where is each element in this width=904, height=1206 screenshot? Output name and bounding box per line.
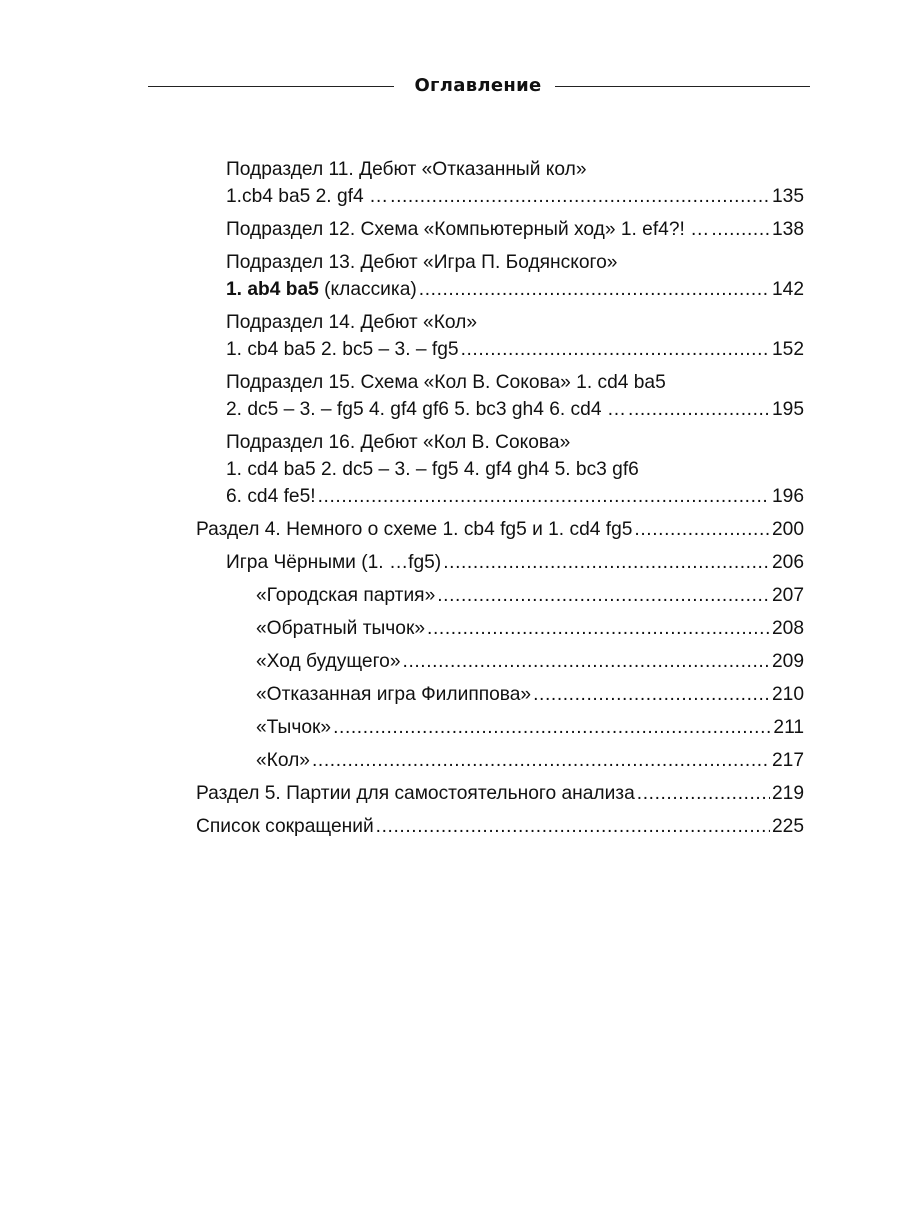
- dot-leader: [427, 615, 770, 642]
- toc-entry-title: «Кол»: [256, 750, 310, 771]
- toc-entry-tychok[interactable]: [256, 714, 804, 741]
- toc-entry-title-cont: [226, 276, 417, 303]
- page-number: 196: [771, 486, 804, 507]
- dot-leader: [419, 276, 770, 303]
- toc-entry-subsection-16[interactable]: [226, 429, 804, 510]
- bold-moves: 1. ab4 ba5: [226, 279, 319, 300]
- page-header: [148, 74, 810, 98]
- page-number: 208: [771, 618, 804, 639]
- page-number: 206: [771, 552, 804, 573]
- toc-entry-subsection-14[interactable]: [226, 309, 804, 363]
- dot-leader: [533, 681, 770, 708]
- toc-entry-title: Подраздел 13. Дебют «Игра П. Бодянского»: [226, 252, 618, 273]
- toc-entry-title: «Обратный тычок»: [256, 618, 426, 639]
- page-number: 195: [771, 399, 804, 420]
- toc-entry-subsection-12[interactable]: [226, 216, 804, 243]
- toc-entry-title-rest: (классика): [318, 279, 417, 300]
- page-number: 142: [771, 279, 804, 300]
- page-number: 219: [771, 783, 804, 804]
- toc-entry-title: Подраздел 14. Дебют «Кол»: [226, 312, 477, 333]
- toc-entry-abbreviations[interactable]: [196, 813, 804, 840]
- page-number: 210: [771, 684, 804, 705]
- toc-entry-title: «Тычок»: [256, 717, 332, 738]
- toc-entry-title-cont: 2. dc5 – 3. – fg5 4. gf4 gf6 5. bc3 gh4 6. cd4 …: [226, 399, 627, 420]
- toc-entry-subsection-11[interactable]: [226, 156, 804, 210]
- toc-entry-title: «Городская партия»: [256, 585, 436, 606]
- header-rule-right: [555, 86, 810, 87]
- page-title: Оглавление: [414, 75, 542, 96]
- toc-entry-title: Подраздел 11. Дебют «Отказанный кол»: [226, 159, 587, 180]
- page-number: 209: [771, 651, 804, 672]
- page-number: 207: [771, 585, 804, 606]
- toc-entry-section-4[interactable]: [196, 516, 804, 543]
- toc-entry-gorodskaya[interactable]: [256, 582, 804, 609]
- page-number: 138: [771, 219, 804, 240]
- dot-leader: [637, 780, 770, 807]
- toc-entry-title: Подраздел 15. Схема «Кол В. Сокова» 1. cd4 ba5: [226, 372, 666, 393]
- toc-entry-title: Подраздел 12. Схема «Компьютерный ход» 1. ef4?! …: [226, 219, 710, 240]
- toc-entry-subsection-13[interactable]: [226, 249, 804, 303]
- dot-leader: [461, 336, 770, 363]
- toc-entry-title-cont: 1. cb4 ba5 2. bc5 – 3. – fg5: [226, 339, 459, 360]
- dot-leader: [437, 582, 770, 609]
- header-rule-left: [148, 86, 394, 87]
- page-number: 225: [771, 816, 804, 837]
- toc-entry-title: Раздел 4. Немного о схеме 1. cb4 fg5 и 1. cd4 fg5: [196, 519, 633, 540]
- page-number: 152: [771, 339, 804, 360]
- toc-entry-otkazannaya[interactable]: [256, 681, 804, 708]
- page-number: 211: [773, 717, 804, 738]
- toc-entry-hod-budushchego[interactable]: [256, 648, 804, 675]
- toc-entry-title: Игра Чёрными (1. …fg5): [226, 552, 442, 573]
- dot-leader: [376, 813, 770, 840]
- toc-entry-title: Список сокращений: [196, 816, 374, 837]
- dot-leader: [333, 714, 771, 741]
- toc-entry-obratny[interactable]: [256, 615, 804, 642]
- toc-entry-title-cont: 1. cd4 ba5 2. dc5 – 3. – fg5 4. gf4 gh4 5. bc3 gf6: [226, 459, 639, 480]
- toc-entry-kol[interactable]: [256, 747, 804, 774]
- toc-entry-title: «Отказанная игра Филиппова»: [256, 684, 532, 705]
- dot-leader: [443, 549, 770, 576]
- dot-leader: [312, 747, 770, 774]
- page-number: 135: [771, 186, 804, 207]
- table-of-contents: [0, 156, 904, 846]
- toc-entry-title: Подраздел 16. Дебют «Кол В. Сокова»: [226, 432, 571, 453]
- toc-entry-subsection-15[interactable]: [226, 369, 804, 423]
- dot-leader: [403, 648, 770, 675]
- dot-leader: [628, 396, 770, 423]
- toc-entry-title-cont: 6. cd4 fe5!: [226, 486, 316, 507]
- dot-leader: [318, 483, 770, 510]
- dot-leader: [390, 183, 770, 210]
- toc-entry-title: «Ход будущего»: [256, 651, 401, 672]
- toc-entry-black-game[interactable]: [226, 549, 804, 576]
- dot-leader: [711, 216, 770, 243]
- toc-entry-title-cont: 1.cb4 ba5 2. gf4 …: [226, 186, 389, 207]
- page-number: 200: [771, 519, 804, 540]
- toc-entry-section-5[interactable]: [196, 780, 804, 807]
- toc-entry-title: Раздел 5. Партии для самостоятельного анализа: [196, 783, 635, 804]
- page-number: 217: [771, 750, 804, 771]
- dot-leader: [634, 516, 770, 543]
